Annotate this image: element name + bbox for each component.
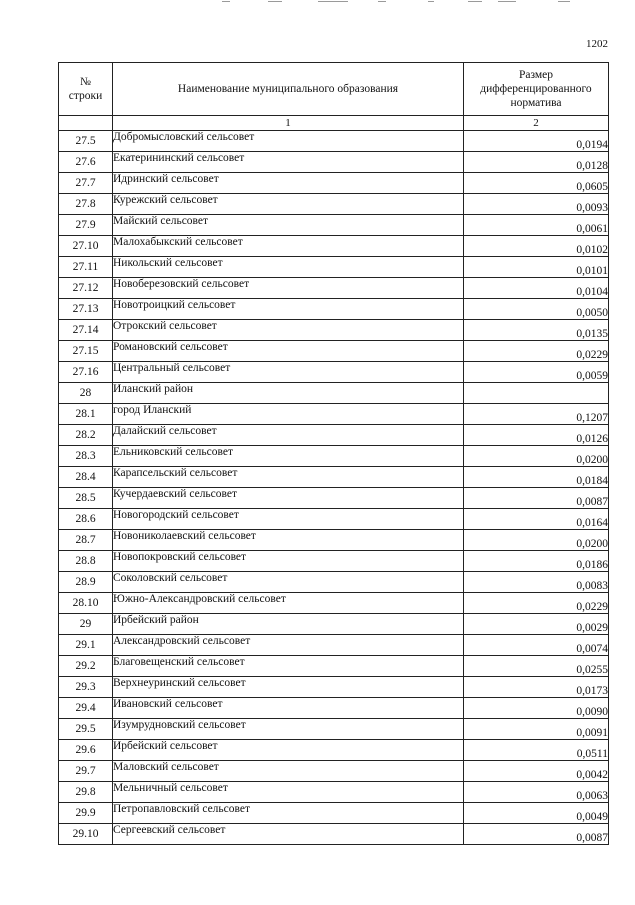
table-row — [59, 404, 609, 425]
row-number-cell: 29.3 — [59, 677, 113, 698]
row-number-cell: 28.3 — [59, 446, 113, 467]
row-number-cell: 27.12 — [59, 278, 113, 299]
normative-value-cell: 0,0135 — [464, 320, 609, 341]
table-row — [59, 383, 609, 404]
normative-value-cell: 0,0093 — [464, 194, 609, 215]
normative-value-cell: 0,0186 — [464, 551, 609, 572]
row-number-cell: 27.5 — [59, 131, 113, 152]
table-row — [59, 341, 609, 362]
municipality-name-cell: Ивановский сельсовет — [113, 698, 464, 719]
normative-value-cell: 0,0074 — [464, 635, 609, 656]
municipality-name-cell: Маловский сельсовет — [113, 761, 464, 782]
row-number-cell: 27.10 — [59, 236, 113, 257]
header-row-number: № строки — [59, 63, 113, 116]
table-row — [59, 530, 609, 551]
row-number-cell: 29.6 — [59, 740, 113, 761]
row-number-cell: 29 — [59, 614, 113, 635]
municipality-name-cell: Новониколаевский сельсовет — [113, 530, 464, 551]
municipality-name-cell: Новотроицкий сельсовет — [113, 299, 464, 320]
table-row — [59, 299, 609, 320]
normative-value-cell: 0,0255 — [464, 656, 609, 677]
row-number-cell: 27.11 — [59, 257, 113, 278]
municipality-name-cell: Курежский сельсовет — [113, 194, 464, 215]
table-row — [59, 593, 609, 614]
table-row — [59, 278, 609, 299]
table-row — [59, 635, 609, 656]
normative-value-cell: 0,0605 — [464, 173, 609, 194]
row-number-cell: 28.7 — [59, 530, 113, 551]
municipality-name-cell: город Иланский — [113, 404, 464, 425]
row-number-cell: 28.8 — [59, 551, 113, 572]
normative-table — [58, 62, 609, 845]
normative-value-cell: 0,0511 — [464, 740, 609, 761]
row-number-cell: 29.5 — [59, 719, 113, 740]
normative-value-cell: 0,0087 — [464, 824, 609, 845]
table-row — [59, 656, 609, 677]
table-row — [59, 698, 609, 719]
normative-value-cell: 0,0050 — [464, 299, 609, 320]
table-row — [59, 446, 609, 467]
normative-value-cell: 0,0090 — [464, 698, 609, 719]
municipality-name-cell: Верхнеуринский сельсовет — [113, 677, 464, 698]
row-number-cell: 27.8 — [59, 194, 113, 215]
table-row — [59, 824, 609, 845]
municipality-name-cell: Соколовский сельсовет — [113, 572, 464, 593]
municipality-name-cell: Благовещенский сельсовет — [113, 656, 464, 677]
row-number-cell: 27.15 — [59, 341, 113, 362]
scan-top-marks — [0, 0, 635, 8]
municipality-name-cell: Ирбейский сельсовет — [113, 740, 464, 761]
row-number-cell: 29.7 — [59, 761, 113, 782]
normative-value-cell: 0,0059 — [464, 362, 609, 383]
municipality-name-cell: Добромысловский сельсовет — [113, 131, 464, 152]
municipality-name-cell: Иланский район — [113, 383, 464, 404]
row-number-cell: 29.4 — [59, 698, 113, 719]
table-row — [59, 236, 609, 257]
municipality-name-cell: Никольский сельсовет — [113, 257, 464, 278]
row-number-cell: 28.9 — [59, 572, 113, 593]
normative-value-cell: 0,1207 — [464, 404, 609, 425]
table-row — [59, 719, 609, 740]
normative-value-cell: 0,0126 — [464, 425, 609, 446]
table-row — [59, 362, 609, 383]
municipality-name-cell: Кучердаевский сельсовет — [113, 488, 464, 509]
municipality-name-cell: Новопокровский сельсовет — [113, 551, 464, 572]
municipality-name-cell: Романовский сельсовет — [113, 341, 464, 362]
column-number-0 — [59, 116, 113, 131]
normative-value-cell: 0,0049 — [464, 803, 609, 824]
normative-value-cell: 0,0101 — [464, 257, 609, 278]
normative-value-cell: 0,0229 — [464, 593, 609, 614]
row-number-cell: 28.10 — [59, 593, 113, 614]
normative-value-cell: 0,0184 — [464, 467, 609, 488]
municipality-name-cell: Карапсельский сельсовет — [113, 467, 464, 488]
table-row — [59, 131, 609, 152]
municipality-name-cell: Южно-Александровский сельсовет — [113, 593, 464, 614]
table-row — [59, 215, 609, 236]
table-body — [59, 131, 609, 845]
row-number-cell: 29.1 — [59, 635, 113, 656]
normative-value-cell: 0,0102 — [464, 236, 609, 257]
municipality-name-cell: Идринский сельсовет — [113, 173, 464, 194]
page-number: 1202 — [586, 38, 608, 50]
table-row — [59, 509, 609, 530]
row-number-cell: 27.6 — [59, 152, 113, 173]
table-row — [59, 761, 609, 782]
municipality-name-cell: Петропавловский сельсовет — [113, 803, 464, 824]
table-row — [59, 173, 609, 194]
normative-value-cell — [464, 383, 609, 404]
row-number-cell: 28.4 — [59, 467, 113, 488]
table-row — [59, 320, 609, 341]
row-number-cell: 29.9 — [59, 803, 113, 824]
municipality-name-cell: Александровский сельсовет — [113, 635, 464, 656]
table-row — [59, 614, 609, 635]
municipality-name-cell: Екатерининский сельсовет — [113, 152, 464, 173]
normative-value-cell: 0,0042 — [464, 761, 609, 782]
normative-value-cell: 0,0194 — [464, 131, 609, 152]
table-row — [59, 257, 609, 278]
row-number-cell: 28.2 — [59, 425, 113, 446]
normative-value-cell: 0,0173 — [464, 677, 609, 698]
municipality-name-cell: Изумрудновский сельсовет — [113, 719, 464, 740]
table-row — [59, 782, 609, 803]
normative-value-cell: 0,0083 — [464, 572, 609, 593]
normative-value-cell: 0,0200 — [464, 446, 609, 467]
normative-value-cell: 0,0063 — [464, 782, 609, 803]
normative-value-cell: 0,0104 — [464, 278, 609, 299]
column-number-1: 1 — [113, 116, 464, 131]
table-row — [59, 152, 609, 173]
normative-value-cell: 0,0061 — [464, 215, 609, 236]
normative-value-cell: 0,0229 — [464, 341, 609, 362]
table-row — [59, 425, 609, 446]
column-numbers-row — [59, 116, 609, 131]
row-number-cell: 27.13 — [59, 299, 113, 320]
table-row — [59, 194, 609, 215]
row-number-cell: 27.16 — [59, 362, 113, 383]
municipality-name-cell: Центральный сельсовет — [113, 362, 464, 383]
row-number-cell: 27.14 — [59, 320, 113, 341]
municipality-name-cell: Сергеевский сельсовет — [113, 824, 464, 845]
row-number-cell: 29.2 — [59, 656, 113, 677]
header-size: Размер дифференцированного норматива — [464, 63, 609, 116]
table-row — [59, 467, 609, 488]
row-number-cell: 27.7 — [59, 173, 113, 194]
normative-value-cell: 0,0200 — [464, 530, 609, 551]
table-header-row — [59, 63, 609, 116]
table-row — [59, 803, 609, 824]
row-number-cell: 28 — [59, 383, 113, 404]
normative-value-cell: 0,0164 — [464, 509, 609, 530]
row-number-cell: 28.1 — [59, 404, 113, 425]
municipality-name-cell: Майский сельсовет — [113, 215, 464, 236]
row-number-cell: 29.8 — [59, 782, 113, 803]
municipality-name-cell: Отрокский сельсовет — [113, 320, 464, 341]
municipality-name-cell: Малохабыкский сельсовет — [113, 236, 464, 257]
table-row — [59, 740, 609, 761]
municipality-name-cell: Мельничный сельсовет — [113, 782, 464, 803]
table-row — [59, 572, 609, 593]
row-number-cell: 29.10 — [59, 824, 113, 845]
normative-value-cell: 0,0029 — [464, 614, 609, 635]
column-number-2: 2 — [464, 116, 609, 131]
row-number-cell: 27.9 — [59, 215, 113, 236]
normative-value-cell: 0,0091 — [464, 719, 609, 740]
table-row — [59, 551, 609, 572]
table-row — [59, 488, 609, 509]
normative-value-cell: 0,0087 — [464, 488, 609, 509]
municipality-name-cell: Новоберезовский сельсовет — [113, 278, 464, 299]
row-number-cell: 28.5 — [59, 488, 113, 509]
row-number-cell: 28.6 — [59, 509, 113, 530]
table-row — [59, 677, 609, 698]
municipality-name-cell: Ирбейский район — [113, 614, 464, 635]
municipality-name-cell: Ельниковский сельсовет — [113, 446, 464, 467]
municipality-name-cell: Новогородский сельсовет — [113, 509, 464, 530]
header-name: Наименование муниципального образования — [113, 63, 464, 116]
normative-value-cell: 0,0128 — [464, 152, 609, 173]
municipality-name-cell: Далайский сельсовет — [113, 425, 464, 446]
